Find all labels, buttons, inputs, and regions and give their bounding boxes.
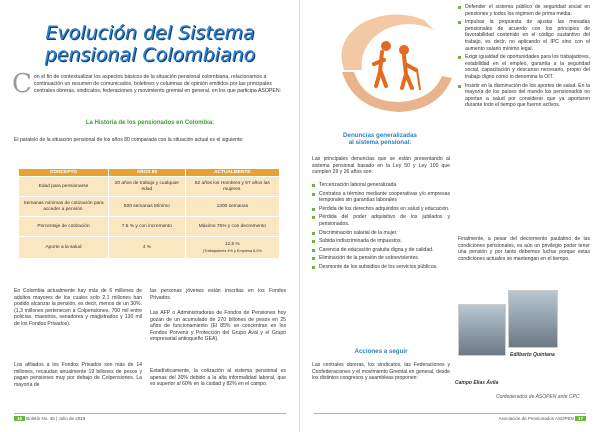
list-item: Exigir igualdad de oportunidades para los trabajadores, estabilidad en el empleo, garantía a la seguridad social, capacitación y descanso necesario, propio del trabajo digno como lo denomina la OIT. (458, 54, 590, 80)
table-cell: Porcentaje de cotización (19, 217, 109, 237)
footer-text-left: Boletín No. 45 | Julio de 2019 (26, 416, 86, 421)
proposals-list (458, 4, 590, 111)
caption-organization: Confederados de ASOPEN ante CPC (496, 394, 580, 400)
heading-denuncias-line2: al sistema pensional: (348, 139, 412, 146)
pension-comparison-table (18, 168, 280, 259)
column2-paragraph2: Las AFP o Administradoras de Fondos de Pensiones hoy gozan de un acumulado de 270 billones de pesos en 25 años de funcionamiento (El 85% se concentran en los Fondos Porvenir y Protección del Grupo Aval y el Grupo empresarial antioqueño GEA). (150, 310, 286, 343)
closing-paragraph: Finalmente, a pesar del decremento paulatino de las condiciones pensionales, es aún un privilegio poder tener una pensión y por tanto debemos luchar porque estas condiciones actuales se mantengan en el tiempo. (458, 236, 590, 262)
denuncias-list (312, 182, 450, 273)
table-header-80s: AÑOS 80 (109, 169, 186, 177)
list-item: Defender el sistema público de seguridad social en pensiones y todos los régimen de prima media. (458, 4, 590, 17)
list-item: Impulsar la propuesta de ajustar las mesadas pensionales de acuerdo con los principios de favorabilidad contenido en el código sustantivo del trabajo, es decir, no aplicando el IPC sino con el aumento salario mínimo legal. (458, 19, 590, 52)
drop-cap: C (12, 69, 32, 99)
list-item: Eliminación de la pensión de sobrevivientes. (312, 255, 450, 262)
right-footer (314, 413, 586, 422)
article-title (30, 22, 270, 66)
table-cell: 500 semanas Mínimo (109, 197, 186, 217)
table-cell: 1300 semanas (185, 197, 279, 217)
column1-paragraph2: Los afiliados a los Fondos Privados son más de 14 millones, recaudan anualmente 19 billones de pesos y pagan pensiones muy por debajo de Colpensiones. La mayoría de (14, 362, 142, 388)
list-item: Tercerización laboral generalizada (312, 182, 450, 189)
photo-campo-elias-avila (458, 304, 506, 356)
table-row (19, 177, 280, 197)
title-line-1: Evolución del Sistema (45, 22, 255, 44)
comparison-intro: El paralelo de la situación pensional de los años 80 comparada con la situación actual es el siguiente: (14, 137, 244, 143)
caption-person-1: Campo Elías Ávila (455, 380, 499, 386)
page-number-left: 16 (14, 416, 25, 421)
list-item: Pérdida de los derechos adquiridos en salud y educación. (312, 206, 450, 213)
table-cell: Semanas mínimas de cotización para acceder a pensión. (19, 197, 109, 217)
list-item: Pérdida del poder adquisitivo de los jubilados y pensionados. (312, 214, 450, 227)
table-header-current: ACTUALMENTE (185, 169, 279, 177)
list-item: Contratos a término mediante cooperativas y/o empresas temporales sin garantías laborales (312, 191, 450, 204)
table-cell: Máximo 75% y con decremento (185, 217, 279, 237)
heading-denuncias-line1: Denuncias generalizadas (343, 132, 417, 139)
heading-acciones: Acciones a seguir (354, 348, 408, 355)
table-cell: Aporte a la salud (19, 237, 109, 259)
health-contribution-value: 12,5 % (224, 241, 240, 247)
list-item: Carencia de educación gratuita digna y de calidad. (312, 247, 450, 254)
list-item: Discriminación salarial de la mujer. (312, 230, 450, 237)
table-cell: 62 años los Hombres y 57 años las mujeres. (185, 177, 279, 197)
footer-text-right: Asociación de Pensionados ASOPEN (498, 416, 574, 421)
heading-denuncias (312, 132, 448, 146)
column2-paragraph3: Estadísticamente, la cotización al sistema pensional es apenas del 30% debido a la alta informalidad laboral, que es superior al 60% en la ciudad y 82% en el campo. (150, 368, 286, 388)
table-cell: 20 años de trabajo y cualquier edad (109, 177, 186, 197)
table-cell: Edad para pensionarse (19, 177, 109, 197)
table-cell: 4 % (109, 237, 186, 259)
table-cell: 7.5 % y con incremento (109, 217, 186, 237)
page-number-right: 17 (575, 416, 586, 421)
denuncias-intro: Las principales denuncias que se están presentando al sistema pensional basado en la Ley 50 y Ley 100 que cumplen 29 y 26 años son: (312, 156, 450, 176)
hands-elderly-couple-icon (324, 0, 464, 122)
left-footer (14, 413, 286, 422)
caption-person-2: Edilberto Quintana (510, 352, 555, 358)
list-item: Subida indiscriminada de impuestos. (312, 238, 450, 245)
column2-paragraph1: las personas jóvenes están inscritas en los Fondos Privados. (150, 288, 286, 301)
photo-edilberto-quintana (508, 290, 558, 348)
table-header-concept: CONCEPTO (19, 169, 109, 177)
table-cell (185, 237, 279, 259)
table-row (19, 237, 280, 259)
title-line-2: pensional Colombiano (44, 44, 256, 66)
health-contribution-note: (Trabajadores 4% y Empresa 8,5% (202, 248, 262, 253)
acciones-paragraph: Las centrales obreras, los sindicatos, las Federaciones y Confederaciones y el movimiento Gremial en general, desde los distintos congresos y asambleas proponen: (312, 362, 450, 382)
column1-paragraph1: En Colombia actualmente hay más de 6 millones de adultos mayores de los cuales solo 2,1 millones han podido alcanzar la pensión, es decir, menos de un 30%. (1,3 millones pertenecen a Colpensiones, 700 mil entre policías, maestros, senadores y magistrados y 130 mil de los Fondos Privados). (14, 288, 142, 327)
section-heading-history: La Historia de los pensionados en Colombia: (85, 120, 215, 126)
list-item: Insistir en la disminución de los aportes de salud. En la mayoría de los países del mundo los pensionados no aportan a salud por considerar que ya aportaron durante todo el tiempo que fueron activos. (458, 83, 590, 109)
table-row (19, 197, 280, 217)
list-item: Desmonte de los subsidios de los servicios públicos. (312, 264, 450, 271)
table-row (19, 217, 280, 237)
intro-paragraph (12, 69, 290, 99)
right-page (300, 0, 600, 432)
intro-text: on el fin de contextualizar los aspectos básicos de la situación pensional colombiana, relacionamos a continuación un resumen de comunicados, boletines y columnas de opinión emitidos por las principales centrales obreras, sindicatos, federaciones y movimiento gremial en general, en los que participa ASOPEN: (33, 74, 282, 94)
